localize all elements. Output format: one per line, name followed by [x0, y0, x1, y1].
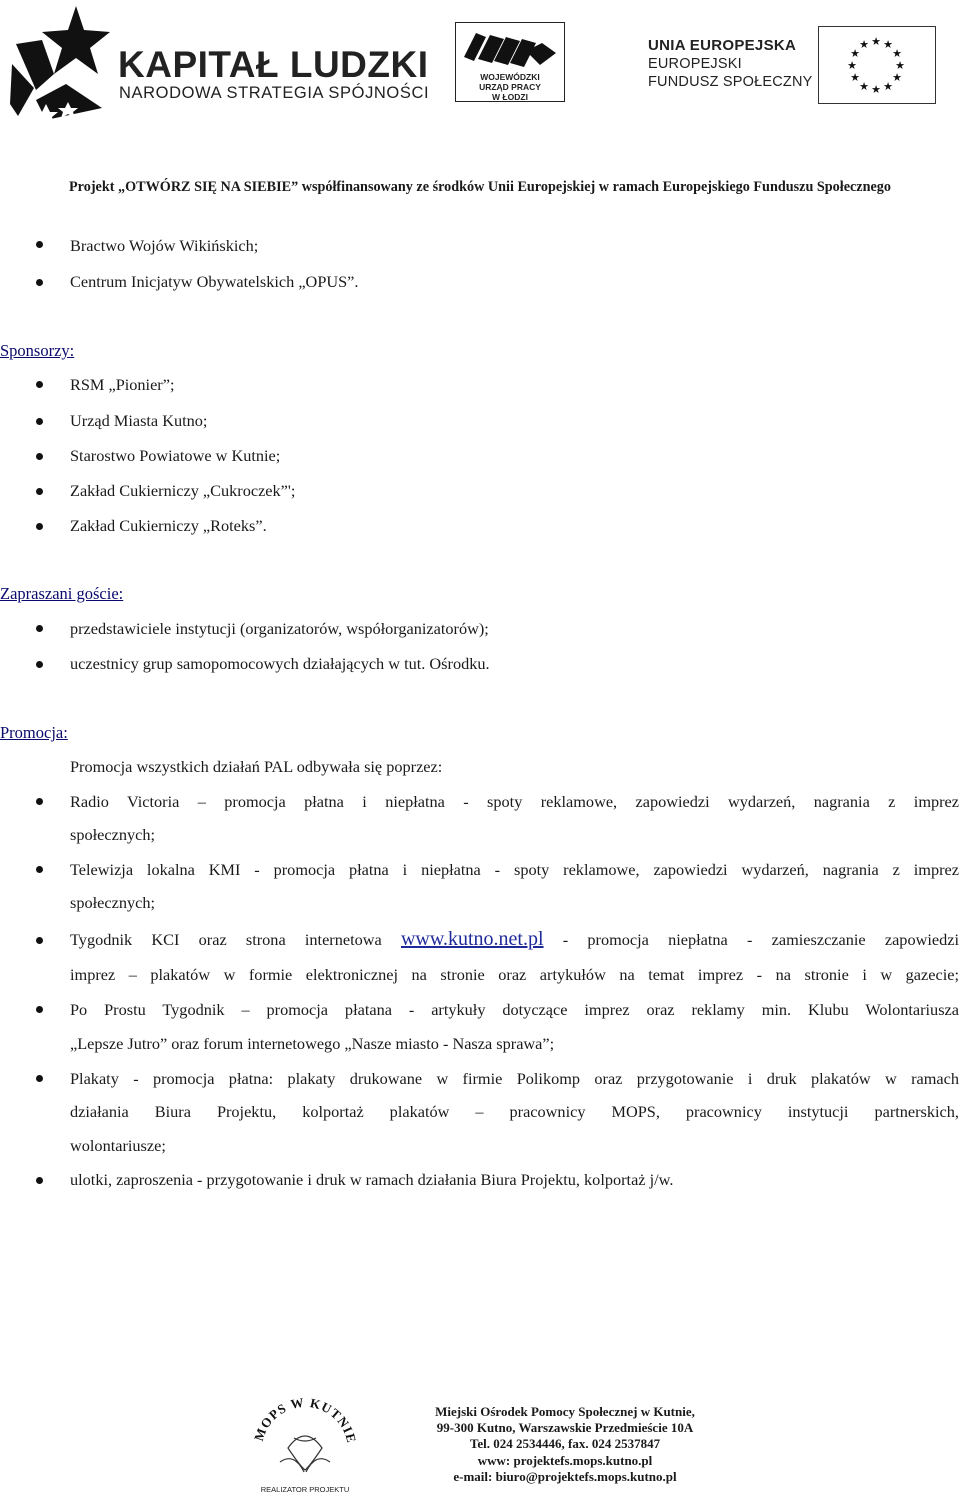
promotion-heading: Promocja:	[0, 723, 68, 742]
promo-kci-line2: imprez – plakatów w formie elektronicznej na stronie oraz artykułów na temat imprez - na stronie i w gazecie;	[70, 965, 959, 984]
mops-emblem-icon	[250, 1388, 360, 1496]
project-banner: Projekt „OTWÓRZ SIĘ NA SIEBIE” współfinansowany ze środków Unii Europejskiej w ramach Europejskiego Funduszu Społecznego	[69, 179, 891, 195]
svg-text:★: ★	[850, 47, 860, 60]
list-item: Urząd Miasta Kutno;	[70, 411, 208, 430]
kci-post: - promocja niepłatna - zamieszczanie zapowiedzi	[562, 930, 959, 949]
promo-plakaty-line3: wolontariusze;	[70, 1136, 166, 1155]
sponsors-heading: Sponsorzy:	[0, 341, 75, 360]
list-item: RSM „Pionier”;	[70, 375, 175, 394]
eu-flag	[818, 26, 936, 104]
footer-line: Tel. 024 2534446, fax. 024 2537847	[469, 1436, 661, 1452]
promo-plakaty-line2: działania Biura Projektu, kolportaż plakatów – pracownicy MOPS, pracownicy instytucji partnerskich,	[70, 1102, 959, 1121]
flags-arrow-icon	[456, 23, 563, 73]
promo-tv-line2: społecznych;	[70, 893, 155, 912]
kapital-ludzki-title: KAPITAŁ LUDZKI	[118, 44, 429, 85]
guests-heading: Zapraszani goście:	[0, 584, 124, 603]
bullet	[36, 523, 43, 530]
list-item: Bractwo Wojów Wikińskich;	[70, 236, 259, 255]
promo-pt-line1: Po Prostu Tygodnik – promocja płatana - artykuły dotyczące imprez oraz reklamy min. Klubu Wolontariusza	[70, 1000, 959, 1019]
list-item: uczestnicy grup samopomocowych działających w tut. Ośrodku.	[70, 654, 490, 673]
bullet	[36, 1177, 43, 1184]
svg-text:MOPS W KUTNIE	[251, 1395, 360, 1445]
ue-efs-label	[648, 36, 813, 91]
promo-ulotki: ulotki, zaproszenia - przygotowanie i druk w ramach działania Biura Projektu, kolportaż j/w.	[70, 1170, 674, 1189]
svg-text:★: ★	[859, 80, 869, 93]
svg-text:★: ★	[892, 71, 902, 84]
bullet	[36, 241, 43, 248]
promo-radio-line1: Radio Victoria – promocja płatna i niepłatna - spoty reklamowe, zapowiedzi wydarzeń, nagrania z imprez	[70, 792, 959, 811]
wup-line: W ŁODZI	[492, 92, 528, 102]
list-item: Zakład Cukierniczy „Cukroczek”';	[70, 481, 296, 500]
wup-line: URZĄD PRACY	[479, 82, 541, 92]
promo-tv-line1: Telewizja lokalna KMI - promocja płatna i niepłatna - spoty reklamowe, zapowiedzi wydarzeń, nagrania z imprez	[70, 860, 959, 879]
wup-logo	[455, 22, 565, 102]
list-item: Centrum Inicjatyw Obywatelskich „OPUS”.	[70, 272, 359, 291]
bullet	[36, 453, 43, 460]
footer-line: www: projektefs.mops.kutno.pl	[477, 1452, 653, 1468]
bullet	[36, 418, 43, 425]
kapital-ludzki-subtitle: NARODOWA STRATEGIA SPÓJNOŚCI	[119, 84, 430, 102]
ue-line: EUROPEJSKI	[648, 56, 742, 72]
svg-text:★: ★	[883, 80, 893, 93]
bullet	[36, 625, 43, 632]
star-emblem-icon	[6, 4, 116, 124]
list-item: Starostwo Powiatowe w Kutnie;	[70, 446, 281, 465]
bullet	[36, 488, 43, 495]
bullet	[36, 661, 43, 668]
bullet	[36, 1075, 43, 1082]
footer-contact	[380, 1404, 750, 1485]
ue-line: UNIA EUROPEJSKA	[648, 37, 797, 54]
eu-stars-icon	[819, 27, 934, 102]
svg-text:★: ★	[871, 83, 881, 96]
bullet	[36, 798, 43, 805]
list-item: przedstawiciele instytucji (organizatorów, współorganizatorów);	[70, 619, 489, 638]
wup-text	[456, 72, 564, 102]
kapital-ludzki-logo	[6, 4, 430, 124]
svg-text:★: ★	[859, 38, 869, 51]
bullet	[36, 866, 43, 873]
promo-plakaty-line1: Plakaty - promocja płatna: plakaty drukowane w firmie Polikomp oraz przygotowanie i druk plakatów w ramach	[70, 1069, 959, 1088]
mops-logo	[250, 1388, 360, 1496]
footer-line: e-mail: biuro@projektefs.mops.kutno.pl	[453, 1468, 677, 1484]
bullet	[36, 381, 43, 388]
list-item: Zakład Cukierniczy „Roteks”.	[70, 516, 267, 535]
promo-kci-line1	[70, 928, 959, 951]
promo-radio-line2: społecznych;	[70, 825, 155, 844]
svg-text:★: ★	[895, 59, 905, 72]
svg-text:★: ★	[883, 38, 893, 51]
wup-line: WOJEWÓDZKI	[480, 72, 540, 82]
bullet	[36, 279, 43, 286]
svg-text:★: ★	[892, 47, 902, 60]
svg-text:★: ★	[847, 59, 857, 72]
bullet	[36, 937, 43, 944]
mops-logo-caption: REALIZATOR PROJEKTU	[260, 1485, 350, 1494]
svg-text:★: ★	[850, 71, 860, 84]
footer-line: Miejski Ośrodek Pomocy Społecznej w Kutnie,	[435, 1404, 695, 1419]
kutno-link[interactable]: www.kutno.net.pl	[400, 928, 544, 950]
svg-text:★: ★	[871, 35, 881, 48]
mops-logo-text: MOPS W KUTNIE	[250, 1394, 360, 1445]
footer-line: 99-300 Kutno, Warszawskie Przedmieście 10A	[436, 1420, 694, 1436]
promo-pt-line2: „Lepsze Jutro” oraz forum internetowego „Nasze miasto - Nasza sprawa”;	[70, 1034, 555, 1053]
bullet	[36, 1006, 43, 1013]
kci-pre: Tygodnik KCI oraz strona internetowa	[70, 930, 382, 949]
promotion-intro: Promocja wszystkich działań PAL odbywała się poprzez:	[70, 757, 443, 776]
ue-line: FUNDUSZ SPOŁECZNY	[648, 74, 813, 90]
